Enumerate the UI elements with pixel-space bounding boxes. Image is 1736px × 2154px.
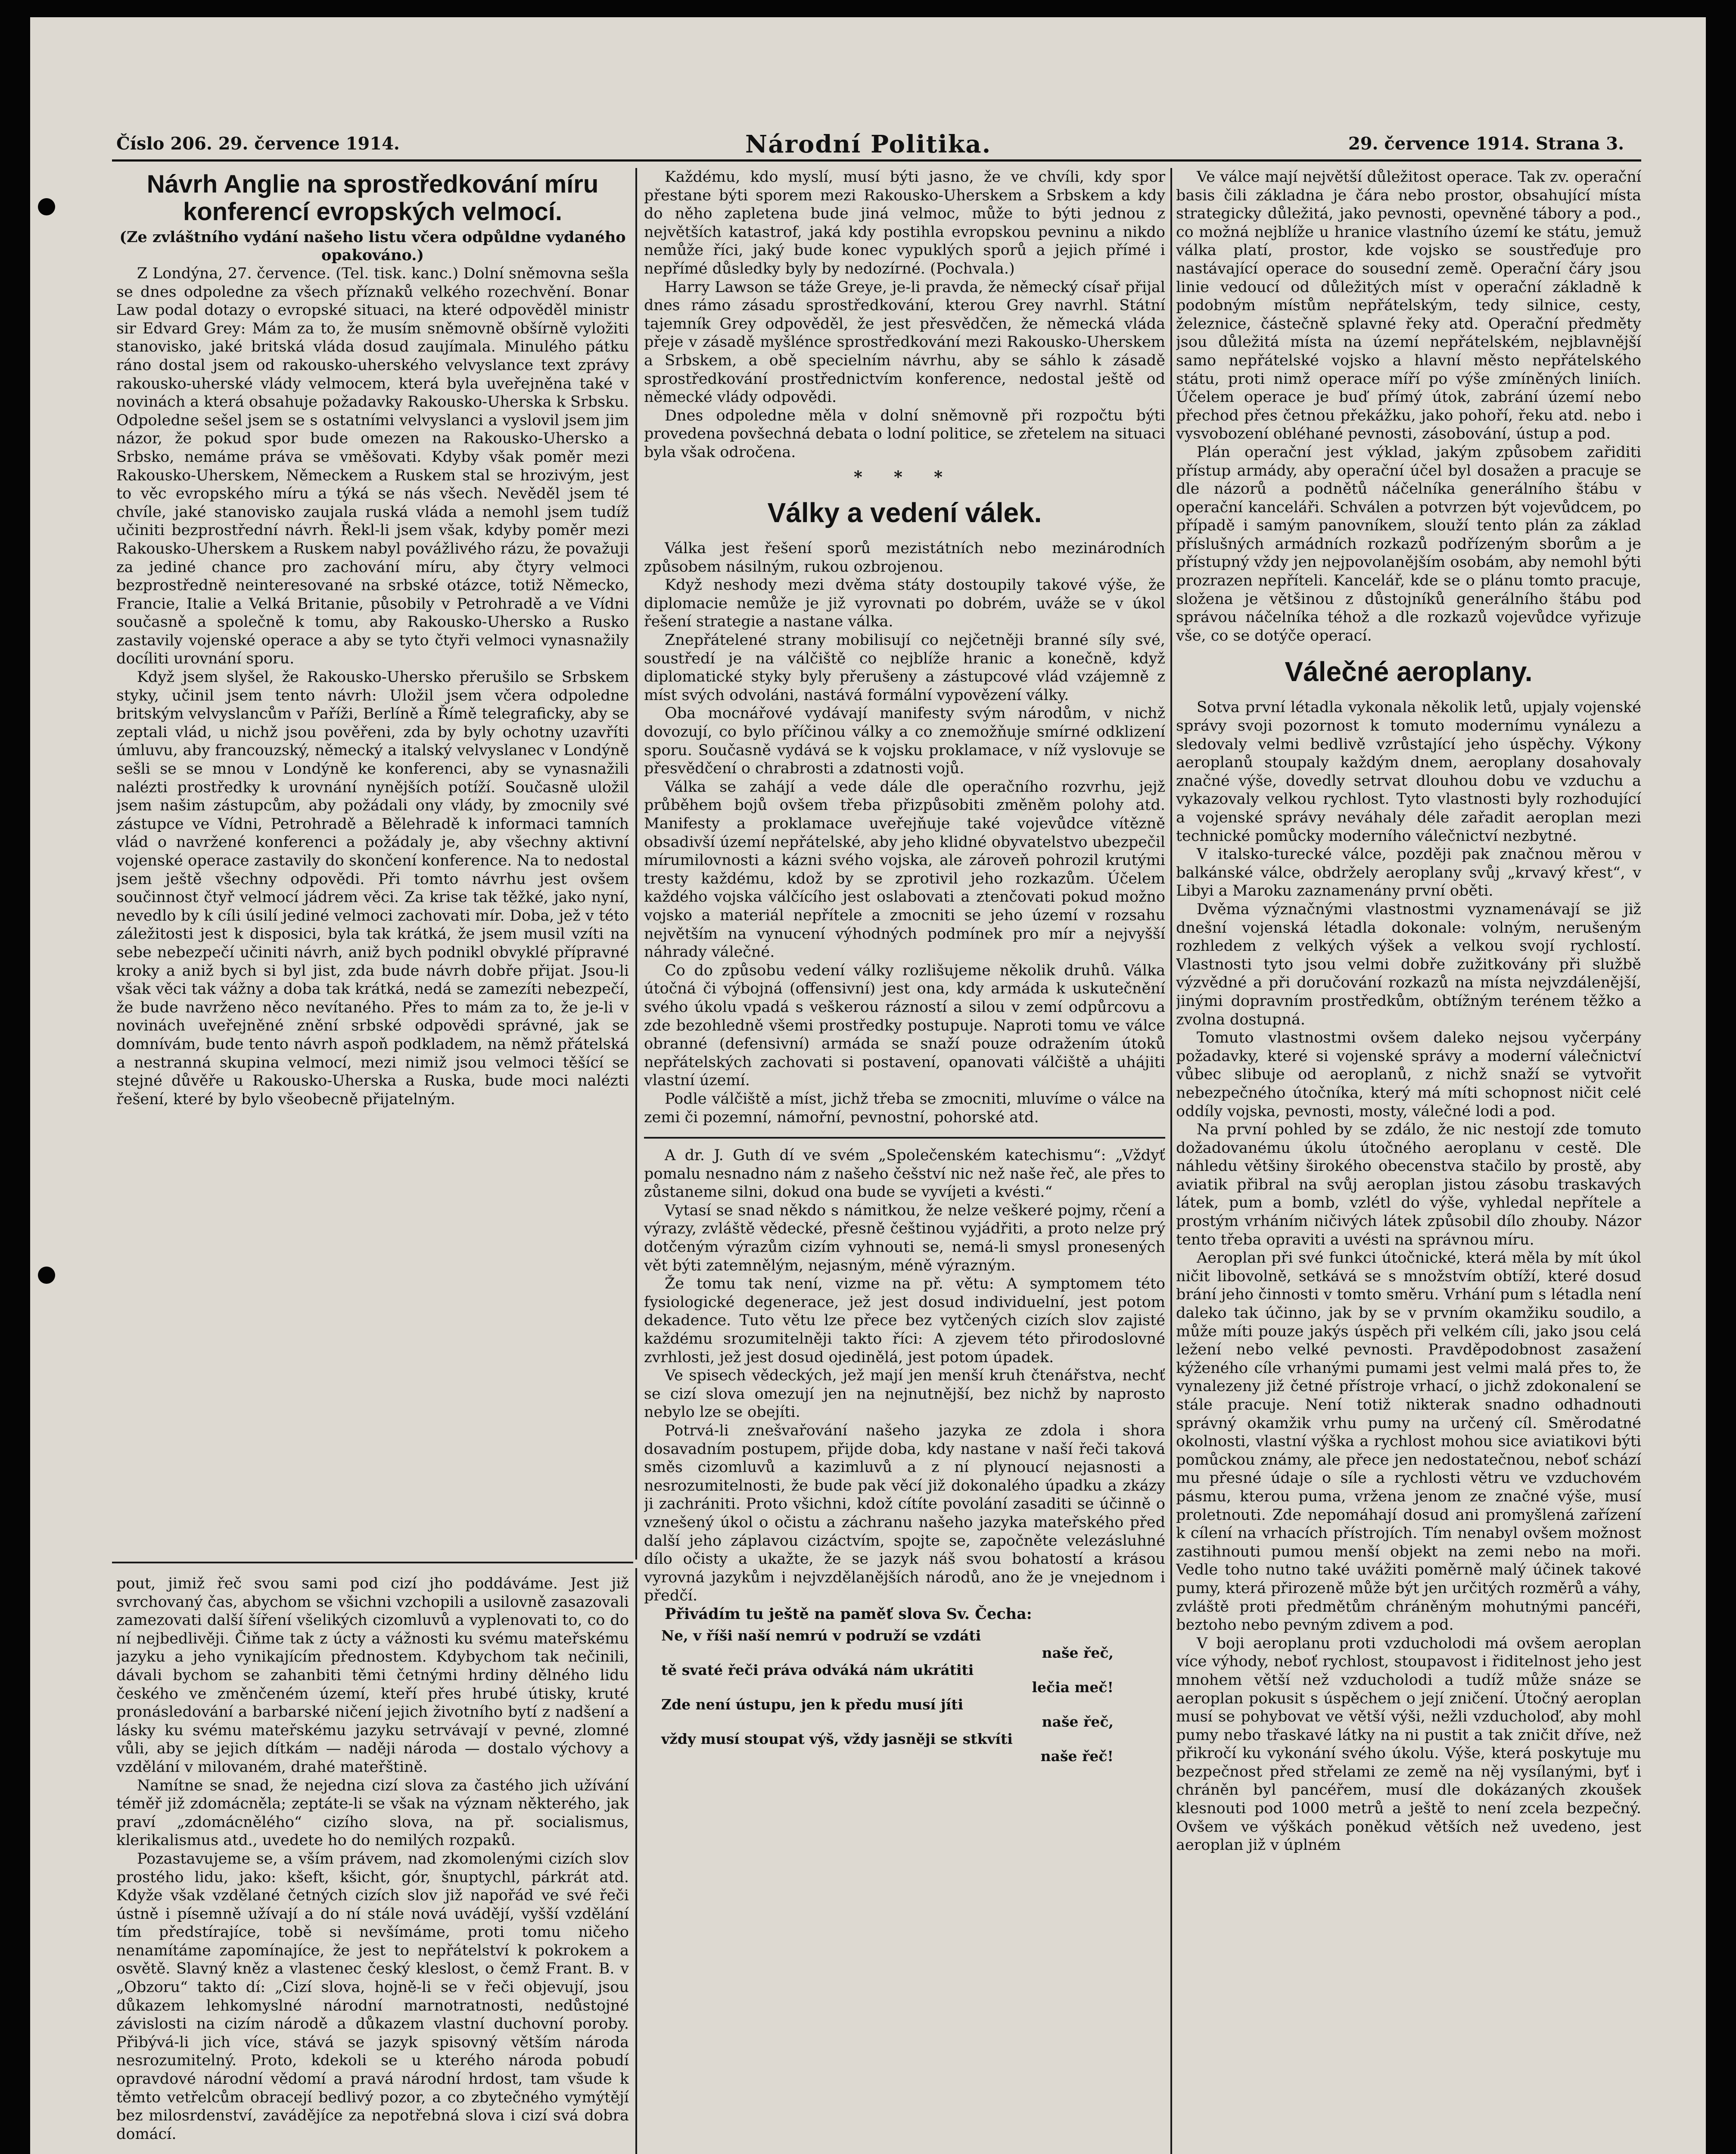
paragraph: Harry Lawson se táže Greye, je-li pravda, že německý císař přijal dnes rámo zásadu sprostředkování, kterou Grey navrhl. Státní tajemník Grey odpověděl, že jest přesvědčen, že německá vláda přeje v zásadě myšlénce sprostředkování mezi Rakousko-Uherskem a Srbskem, a obě specielním návrhu, aby se sáhlo k zásadě sprostředkování prostřednictvím konference, nedostal ještě od německé vlády odpovědi. bbox=[644, 278, 1165, 406]
article-title: Války a vedení válek. bbox=[767, 497, 1042, 529]
right-column bbox=[1176, 168, 1641, 2154]
poem-line: lečia meč! bbox=[1032, 1678, 1114, 1696]
paragraph: Válka se zahájí a vede dále dle operačního rozvrhu, jejž průběhem bojů ovšem třeba přizpůsobiti změněm polohy atd. Manifesty a proklamace uveřejňuje také vojevůdce vítězně obsadivší území nepřátelské, aby jeho klidné obyvatelstvo ubezpečil mírumilovnosti a kázni svého vojska, ale zároveň pohrozil krutými tresty každému, kdož by se zprotivil jeho rozkazům. Účelem každého vojska válčícího jest oslabovati a ztenčovati pokud možno vojsko a materiál nepřítele a zmocniti se jeho území v rozsahu největším na vynucení výhodných podmínek pro mír a nejvyšší náhrady válečné. bbox=[644, 778, 1165, 961]
poem bbox=[644, 1627, 1165, 1765]
column-divider bbox=[635, 168, 637, 1559]
paragraph: Dvěma význačnými vlastnostmi vyznamenávají se již dnešní vojenská létadla dokonale: volným, nerušeným rozhledem z velkých výšek a velkou svojí rychlostí. Vlastnosti tyto jsou velmi dobře zužitkovány při službě výzvědné a při doručování rozkazů na místa nejvzdálenější, jinými dopravním prostředkům, obtížným terénem těžko a zvolna dostupná. bbox=[1176, 900, 1641, 1028]
poem-line: tě svaté řeči práva odváká nám ukrátiti bbox=[661, 1661, 974, 1678]
paragraph: Podle válčiště a míst, jichž třeba se zmocniti, mluvíme o válce na zemi či pozemní, námořní, pevnostní, pohorské atd. bbox=[644, 1090, 1165, 1126]
paragraph: V boji aeroplanu proti vzducholodi má ovšem aeroplan více výhody, neboť rychlost, stoupavost i řiditelnost jeho jest mnohem větší než vzducholodi a tudíž může snáze se aeroplan pokusit s úspěchem o její zničení. Útočný aeroplan musí se pohybovat ve větší výši, nežli vzducholoď, aby mohl pumy nebo třaskavé látky na ni pustit a tak zničit dříve, než přikročí ku vykonání svého úkolu. Výše, která poskytuje mu bezpečnost před střelami ze země na něj vysílanými, byť i chráněn byl pancéřem, musí dle dokázaných zkoušek klesnouti pod 1000 metrů a ještě to není zcela bezpečný. Ovšem ve výškách poněkud větších než uvedeno, jest aeroplan již v úplném bbox=[1176, 1634, 1641, 1854]
paragraph: Pozastavujeme se, a vším právem, nad zkomolenými cizích slov prostého lidu, jako: kšeft, kšicht, gór, šnuptychl, párkrát atd. Kdyže však vzdělané četných cizích slov již napořád ve své řeči ústně i písemně užívají a do ní stále nová uvádějí, vyšší vzdělání tím předstírajíce, tobě si nevšímáme, proti tomu ničeho nenamítáme zapomínajíce, že jest to nepřátelství k pokrokem a osvětě. Slavný kněz a vlastenec český kleslost, o čemž Frant. B. v „Obzoru“ takto dí: „Cizí slova, hojně-li se v řeči objevují, jsou důkazem lehkomyslné národní marnotratnosti, nedůstojné závislosti na cizím národě a důkazem vlastní duchovní poroby. Přibývá-li jich více, stává se jazyk spisovný větším národa nesrozumitelný. Proto, kdekoli se u kterého národa pobudí opravdové národní vědomí a pravá národní hrdost, tam všude k těmto vetřelcům obracejí bedlivý pozor, a co zbytečného vymýtějí bez milosrdenství, zavádějíce za nepotřebná slova i cizí svá dobra domácí. bbox=[116, 1850, 629, 2143]
poem-line: vždy musí stoupat výš, vždy jasněji se stkvíti bbox=[661, 1730, 1013, 1747]
article-language-continuation bbox=[116, 1575, 629, 2154]
paragraph: Co do způsobu vedení války rozlišujeme několik druhů. Válka útočná či výbojná (offensivní) jest ona, kdy armáda k uskutečnění svého úkolu vpadá s veškerou rázností a silou v zemí odpůrcovu a zde bezohledně všemi prostředky postupuje. Naproti tomu ve válce obranné (defensivní) armáda se snaží pouze odražením útoků nepřátelských zachovati si postavení, opanovati válčiště a uhájiti vlastní území. bbox=[644, 962, 1165, 1089]
paragraph: Když jsem slyšel, že Rakousko-Uhersko přerušilo se Srbskem styky, učinil jsem tento návrh: Uložil jsem včera odpoledne britským velvyslancům v Paříži, Berlíně a Římě telegraficky, aby se zeptali vlád, u nichž jsou pověřeni, zda by byly ochotny uzavříti úmluvu, aby francouzský, německý a italský velvyslanec v Londýně sešli se se mnou v Londýně ke konferenci, aby se vynasnažili nalézti prostředky k urovnání nynějších potíží. Současně uložil jsem našim zástupcům, aby požádali ony vlády, by zmocnily své zástupce ve Vídni, Petrohradě a Bělehradě k informaci tamních vlád o navržené konferenci a požádaly je, aby všechny aktivní vojenské operace zastavily do skončení konference. Na to nedostal jsem ještě všechny odpovědi. Při tomto návrhu jest ovšem součinnost čtyř velmocí jádrem věci. Za krise tak těžké, jako nyní, nevedlo by k cíli úsilí jediné velmoci zachovati mír. Doba, jež v této záležitosti jest k disposici, byla tak krátká, že jsem musil vzíti na sebe nebezpečí učiniti návrh, aniž bych podnikl obvyklé přípravné kroky a aniž bych si byl jist, zda bude návrh dobře přijat. Jsou-li však věci tak vážny a doba tak krátká, nedá se zamezíti nebezpečí, že bude navrženo něco nevítaného. Přes to mám za to, že je-li v novinách uveřejněné znění srbské odpovědi správné, jak se domnívám, bude tento návrh aspoň podkladem, na němž přátelská a nestranná skupina velmocí, mezi nimiž jsou velmoci těšící se stejné důvěře u Rakousko-Uherska a Ruska, bude moci nalézti řešení, které by bylo všeobecně přijatelným. bbox=[116, 669, 629, 1108]
paragraph: Že tomu tak není, vizme na př. větu: A symptomem této fysiologické degenerace, jež jest dosud individuelní, jest potom dekadence. Tuto větu lze přece bez vytčených cizích slov zajisté každému srozumitelněji takto říci: A zjevem této přirodoslovné zvrhlosti, jež jest dosud ojedinělá, jest potom úpadek. bbox=[644, 1275, 1165, 1366]
paragraph: Ve válce mají největší důležitost operace. Tak zv. operační basis čili základna je čára nebo prostor, obsahující místa strategicky důležitá, jako pevnosti, opevněné tábory a pod., co možná nejblíže u hranice vlastního území ke státu, jemuž válka platí, prostor, kde vojsko se soustřeďuje pro nastávající operace do sousední země. Operační čáry jsou linie vedoucí od důležitých míst v operační základně k podobným místům nepřátelským, tedy silnice, cesty, železnice, částečně splavné řeky atd. Operační předměty jsou důležitá místa na území nepřátelském, nejblavnější samo nepřátelské vojsko a hlavní město nepřátelského státu, proti nimž operace míří po výše zmíněných liniích. Účelem operace je buď přímý útok, zabrání území nebo přechod přes četnou překážku, jako pohoří, řeku atd. nebo i vysvobození obléhané pevnosti, zásobování, ústup a pod. bbox=[1176, 168, 1641, 443]
column-divider bbox=[1170, 168, 1172, 2154]
paragraph: Namítne se snad, že nejedna cizí slova za častého jich užívání téměř již zdomácněla; zeptáte-li se však na význam některého, jak praví „zdomácnělého“ cizího slova, na př. socialismus, klerikalismus atd., uvedete ho do nemilých rozpaků. bbox=[116, 1777, 629, 1849]
header-rule bbox=[112, 159, 1641, 162]
paragraph: Dnes odpoledne měla v dolní sněmovně při rozpočtu býti provedena povšechná debata o lodní politice, se zřetelem na situaci byla však odročena. bbox=[644, 407, 1165, 461]
section-rule bbox=[112, 1562, 633, 1563]
middle-column bbox=[644, 168, 1165, 2154]
paragraph: Znepřátelené strany mobilisují co nejčetněji branné síly své, soustředí je na válčiště co nejblíže hranic a konečně, když diplomatické styky byly přerušeny a zástupcové vlád vzájemně z míst svých odvoláni, nastává formální vypovězení války. bbox=[644, 632, 1165, 704]
paragraph: Plán operační jest výklad, jakým způsobem zařiditi přístup armády, aby operační účel byl dosažen a pracuje se dle názorů a podnětů náčelníka generálního štábu v operační kanceláři. Schválen a potvrzen být vojevůdcem, po případě i samým panovníkem, slouží tento plán za základ příslušných armádních rozkazů podřízeným sborům a je přístupný vždy jen nejpovolanějším osobám, aby nemohl býti prozrazen nepříteli. Kancelář, kde se o plánu tomto pracuje, složena je většinou z důstojníků generálního štábu pod správou náčelníka téhož a dle rozkazů vojevůdce vyřizuje vše, co se dotýče operací. bbox=[1176, 443, 1641, 644]
section-rule bbox=[644, 1137, 1165, 1139]
paragraph: A dr. J. Guth dí ve svém „Společenském katechismu“: „Vždyť pomalu nesnadno nám z našeho češství nic než naše řeč, ale přes to zůstaneme silni, dokud ona bude se vyvíjeti a kvésti.“ bbox=[644, 1147, 1165, 1201]
article-subtitle: (Ze zvláštního vydání našeho listu včera odpůldne vydaného opakováno.) bbox=[119, 228, 626, 264]
issue-number-date: Číslo 206. 29. července 1914. bbox=[116, 134, 400, 154]
page-date-number: 29. července 1914. Strana 3. bbox=[1348, 134, 1624, 154]
paragraph: Tomuto vlastnostmi ovšem dalekо nejsou vyčerpány požadavky, které si vojenské správy a moderní válečnictví vůbec slibuje od aeroplanů, z nichž snaží se vytvořit nebezpečného útočníka, který má míti schopnost ničit celé oddíly vojska, pevnosti, mosty, válečné lodi a pod. bbox=[1176, 1029, 1641, 1120]
paragraph: Oba mocnářové vydávají manifesty svým národům, v nichž dovozují, co bylo příčinou války a co znemožňuje smírné odklizení sporu. Současně vydává se k vojsku proklamace, v níž vyslovuje se přesvědčení o chrabrosti a zdatnosti vojů. bbox=[644, 705, 1165, 778]
poem-line: naše řeč, bbox=[1042, 1644, 1114, 1661]
newspaper-page bbox=[30, 17, 1706, 2154]
paragraph: Potrvá-li znešvařování našeho jazyka ze zdola i shora dosavadním postupem, přijde doba, kdy nastane v naší řeči taková směs cizomluvů a kazimluvů a z ní plynoucí nejasnosti a nesrozumitelnosti, že bude pak věcí již dokonalého úpadku a zkázy ji zachrániti. Proto všichni, kdož cítíte povolání zasaditi se účinně o vznešený úkol o očistu a záchranu našeho jazyka mateřského před další jeho záplavou cizáctvím, spojte se, započněte velezásluhné dílo očisty a ukažte, že se jazyk náš svou bohatostí a krásou vyrovná jazykům i nejvzdělanějších národů, ano že je vnejednom i předčí. bbox=[644, 1422, 1165, 1605]
section-stars: * * * bbox=[853, 467, 956, 486]
paragraph: Z Londýna, 27. července. (Tel. tisk. kanc.) Dolní sněmovna sešla se dnes odpoledne za všech příznaků velkého rozechvění. Bonar Law podal dotazy o evropské situaci, na které odpověděl ministr sir Edvard Grey: Mám za to, že musím sněmovně obšírně vyložiti stanovisko, jaké britská vláda dosud zaujímala. Minulého pátku ráno dostal jsem od rakousko-uherského velvyslance text zprávy rakousko-uherské vlády velmocem, která byla uveřejněna také v novinách a která obsahuje požadavky Rakousko-Uherska k Srbsku. Odpoledne sešel jsem se s ostatními velvyslanci a vyslovil jsem jim názor, že pokud spor bude omezen na Rakousko-Uhersko a Srbsko, nemáme práva se vměšovati. Kdyby však poměr mezi Rakousko-Uherskem, Německem a Ruskem stal se hrozivým, jest to věc evropského míru a týká se nás všech. Nevěděl jsem té chvíle, jaké stanovisko zaujala ruská vláda a nemohl jsem tudíž učiniti bezprostřední návrh. Řekl-li jsem však, kdyby poměr mezi Rakousko-Uherskem a Ruskem nabyl povážlivého rázu, že považuji za jediné chance pro zachování míru, aby čtyry velmoci bezprostředně neinteresované na srbské otázce, totiž Německo, Francie, Italie a Velká Britanie, působily v Petrohradě a ve Vídni současně a společně k tomu, aby Rakousko-Uhersko a Rusko zastavily vojenské operace a aby se tyto čtyři velmoci vynasnažily docíliti urovnání sporu. bbox=[116, 265, 629, 668]
poem-line: naše řeč! bbox=[1040, 1747, 1114, 1765]
article-title: Válečné aeroplany. bbox=[1285, 656, 1533, 688]
binding-hole bbox=[38, 198, 55, 215]
paragraph: Přivádím tu ještě na paměť slova Sv. Čecha: bbox=[665, 1605, 1032, 1623]
paragraph: Vytasí se snad někdo s námitkou, že nelze veškeré pojmy, rčení a výrazy, zvláště vědecké, přesně češtinou vyjádřiti, a proto nelze prý dotčeným výrazům cizím vyhnouti se, nemá-li smysl pronesených vět býti zatemnělým, nejasným, méně výrazným. bbox=[644, 1202, 1165, 1274]
binding-hole bbox=[38, 1267, 55, 1284]
paragraph: Sotva první létadla vykonala několik letů, upjaly vojenské správy svoji pozornost k tomuto modernímu vynálezu a sledovaly velmi bedlivě vzrůstající jeho úspěchy. Výkony aeroplanů stoupaly každým dnem, aeroplany dosahovaly značné výše, dovedly setrvat dlouhou dobu ve vzduchu a vykazovaly velkou rychlost. Tyto vlastnosti byly rozhodující a vojenské správy neváhaly déle zařadit aeroplan mezi technické pomůcky moderního válečnictví nezbytné. bbox=[1176, 699, 1641, 845]
article-peace-conference bbox=[116, 168, 629, 1559]
article-title: Návrh Anglie na sprostředkování míru konferencí evropských velmocí. bbox=[146, 170, 599, 226]
paragraph: Válka jest řešení sporů mezistátních nebo mezinárodních způsobem násilným, rukou ozbrojenou. bbox=[644, 540, 1165, 576]
poem-line: Ne, v říši naší nemrú v podruží se vzdáti bbox=[661, 1627, 981, 1644]
paragraph: V italsko-turecké válce, později pak značnou měrou v balkánské válce, obdržely aeroplany svůj „krvavý křest“, v Libyi a Maroku zaznamenány první oběti. bbox=[1176, 846, 1641, 900]
paragraph: Na první pohled by se zdálo, že nic nestojí zde tomuto dožadovanému úkolu útočného aeroplanu v cestě. Dle náhledu většiny širokého obecenstva stačilo by prostě, aby aviatik přibral na svůj aeroplan jistou zásobu traskavých látek, pum a bomb, vzlétl do výše, vyhledal nepřítele a prostým vrháním ničivých látek způsobil dílo zhouby. Názor tento třeba opraviti a uvésti na správnou míru. bbox=[1176, 1121, 1641, 1248]
poem-line: naše řeč, bbox=[1042, 1713, 1114, 1730]
paragraph: Ve spisech vědeckých, jež mají jen menší kruh čtenářstva, nechť se cizí slova omezují jen na nejnutnější, bez nichž by naprosto nebylo lze se obejíti. bbox=[644, 1367, 1165, 1421]
masthead-title: Národní Politika. bbox=[745, 130, 992, 159]
column-divider bbox=[635, 1568, 637, 2154]
paragraph: Aeroplan při své funkci útočnické, která měla by mít úkol ničit libovolně, setkává se s množstvím obtíží, které dosud brání jeho činnosti v tomto směru. Vrhání pum s létadla není dalekо tak účinno, jak by se v prvním okamžiku soudilo, a může míti pouze jakýs úspěch při velkém cíli, jako jsou celá ležení nebo velké pevnosti. Pravděpodobnost zasažení kýženého cíle vrhanými pumami jest velmi malá přes to, že vynalezeny již četné přístroje vrhací, o jichž zdokonalení se stále pracuje. Není totiž nikterak snadno odhadnouti správný okamžik vrhu pumy na určený cíl. Směrodatné okolnosti, vlastní výška a rychlost mohou sice aviatikovi býti pomůckou známy, ale přece jen nedostatečnou, neboť schází mu přesné údaje o síle a rychlosti větru ve vzduchovém pásmu, kterou puma, vržena jenom ze značné výše, musí proletnouti. Zde nepomáhají dosud ani promyšlená zařízení k cílení na vrhacích přístrojích. Tím nenabyl ovšem možnost zastihnouti pumou menší objekt na zemi nebo na moři. Vedle toho nutno také uvážiti poměrně malý účinek takové pumy, která přirozeně může být jen určitých rozměrů a váhy, zvláště proti předmětům chráněným mohutnými pancéři, beztoho nebo pevným zdivem a pod. bbox=[1176, 1249, 1641, 1634]
poem-line: Zde není ústupu, jen k předu musí jíti bbox=[661, 1696, 964, 1713]
paragraph: pout, jimiž řeč svou sami pod cizí jho poddáváme. Jest již svrchovaný čas, abychom se všichni vzchopili a usilovně zasazovali zamezovati další šíření všelikých cizomluvů a vyplenovati to, co do ní nejbedlivěji. Čiňme tak z úcty a vážnosti ku svému mateřskému jazyku a jeho vynikajícím přednostem. Kdybychom tak nečinili, dávali bychom se zahanbiti těmi četnými hrdiny dělného lidu českého ve změnčeném území, kteří přes hrubé útisky, kruté pronásledování a barbarské ničení jejich životního bytí z nadšení a lásky ku svému mateřskému jazyku setrvávají v pevné, zlomné vůli, aby se jejich dítkám — naději národa — dostalo výchovy a vzdělání v milovaném, drahé mateřštině. bbox=[116, 1575, 629, 1776]
paragraph: Když neshody mezi dvěma státy dostoupily takové výše, že diplomacie nemůže je již vyrovnati po dobrém, uváže se v úkol řešení strategie a nastane válka. bbox=[644, 576, 1165, 631]
paragraph: Každému, kdo myslí, musí býti jasno, že ve chvíli, kdy spor přestane býti sporem mezi Rakousko-Uherskem a Srbskem a kdy do něho zapletena bude jiná velmoc, může to býti jednou z největších katastrof, jaká kdy postihla evropskou pevninu a nikdo nemůže říci, jaký bude konec vypuklých sporů a jejich přímé i nepřímé důsledky byly by nedozírné. (Pochvala.) bbox=[644, 168, 1165, 277]
